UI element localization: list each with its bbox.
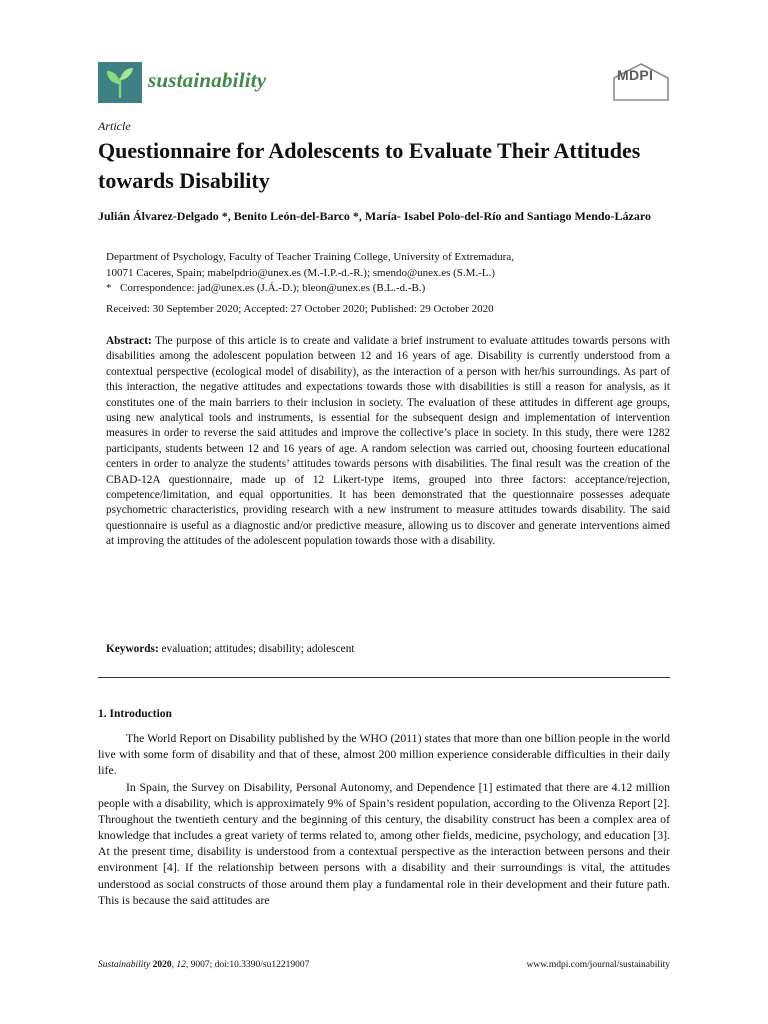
article-title: Questionnaire for Adolescents to Evaluate Their Attitudes towards Disability (98, 138, 641, 193)
paragraph-2 (98, 779, 670, 908)
affiliation-line-2: 10071 Caceres, Spain; mabelpdrio@unex.es (M.-I.P.-d.-R.); smendo@unex.es (S.M.-L.) (106, 267, 495, 279)
journal-logo (98, 62, 142, 103)
paragraph-text: The World Report on Disability published by the WHO (2011) states that more than one billion people in the world live with some form of disability and that of these, almost 200 million experience considerable difficulties in their daily life. (98, 731, 670, 778)
footer-journal: Sustainability (98, 960, 151, 970)
divider (98, 677, 670, 678)
keywords-label: Keywords: (106, 643, 159, 655)
citation-footer: Sustainability 2020, 12, 9007; doi:10.3390/su12219007 (98, 960, 310, 970)
leaf-sprout-icon (98, 62, 142, 103)
correspondence (106, 280, 666, 296)
abstract-label: Abstract: (106, 335, 152, 347)
section-heading: 1. Introduction (98, 708, 172, 720)
article-type: Article (98, 119, 131, 133)
publisher-name: MDPI (617, 67, 654, 83)
keywords-text: evaluation; attitudes; disability; adolescent (161, 643, 355, 655)
journal-name: sustainability (148, 68, 267, 92)
correspondence-text: Correspondence: jad@unex.es (J.Á.-D.); bleon@unex.es (B.L.-d.-B.) (120, 282, 426, 294)
correspondence-marker: * (106, 282, 112, 294)
publication-dates: Received: 30 September 2020; Accepted: 27 October 2020; Published: 29 October 2020 (106, 303, 494, 315)
footer-year: 2020 (152, 960, 172, 970)
abstract (106, 334, 670, 550)
journal-url[interactable]: www.mdpi.com/journal/sustainability (526, 960, 670, 970)
footer-doi: , 9007; doi:10.3390/su12219007 (185, 960, 310, 970)
footer-volume: 12 (176, 960, 186, 970)
paragraph-text: In Spain, the Survey on Disability, Personal Autonomy, and Dependence [1] estimated that there are 4.12 million people with a disability, which is approximately 9% of Spain’s resident population, according to the Olivenza Report [2]. Throughout the twentieth century and the beginning of this century, the disability construct has been a complex area of knowledge that includes a great variety of terms related to, among other fields, medicine, psychology, and education [3]. At the present time, disability is understood from a contextual perspective as the interaction between persons and their environment [4]. If the relationship between persons with a disability and their surroundings is vital, the attitudes understood as social constructs of those around them play a fundamental role in their development and their future path. This is because the said attitudes are (98, 780, 670, 907)
author-list: Julián Álvarez-Delgado *, Benito León-del-Barco *, María- Isabel Polo-del-Río and Santiago Mendo-Lázaro (98, 209, 651, 223)
keywords (106, 643, 355, 655)
abstract-text: The purpose of this article is to create and validate a brief instrument to evaluate attitudes towards persons with disabilities among the adolescent population between 12 and 16 years of age. Disability is currently understood from a contextual perspective (ecological model of disability), as the interaction of a person with her/his surroundings. As part of this interaction, the negative attitudes and expectations towards those with disabilities is still a reason for analysis, as it constitutes one of the main barriers to their inclusion in society. The evaluation of these attitudes in different age groups, using new analytical tools and instruments, is essential for the subsequent design and implementation of intervention measures in order to reverse the said attitudes and improve the collective’s place in society. In this study, there were 1282 participants, students between 12 and 16 years of age. A random selection was carried out, choosing fourteen educational centers in order to analyze the students’ attitudes towards persons with disabilities. The final result was the creation of the CBAD-12A questionnaire, made up of 12 Likert-type items, grouped into three factors: acceptance/rejection, competence/limitation, and equal opportunities. It has been demonstrated that the questionnaire possesses adequate psychometric characteristics, providing research with a new instrument to measure attitudes towards disability. The said questionnaire is useful as a diagnostic and/or predictive measure, allowing us to discover and generate interventions aimed at improving the attitudes of the adolescent population towards those with a disability. (106, 335, 670, 548)
affiliation-line-1: Department of Psychology, Faculty of Teacher Training College, University of Extremadura, (106, 251, 514, 263)
paragraph-1 (98, 730, 670, 778)
